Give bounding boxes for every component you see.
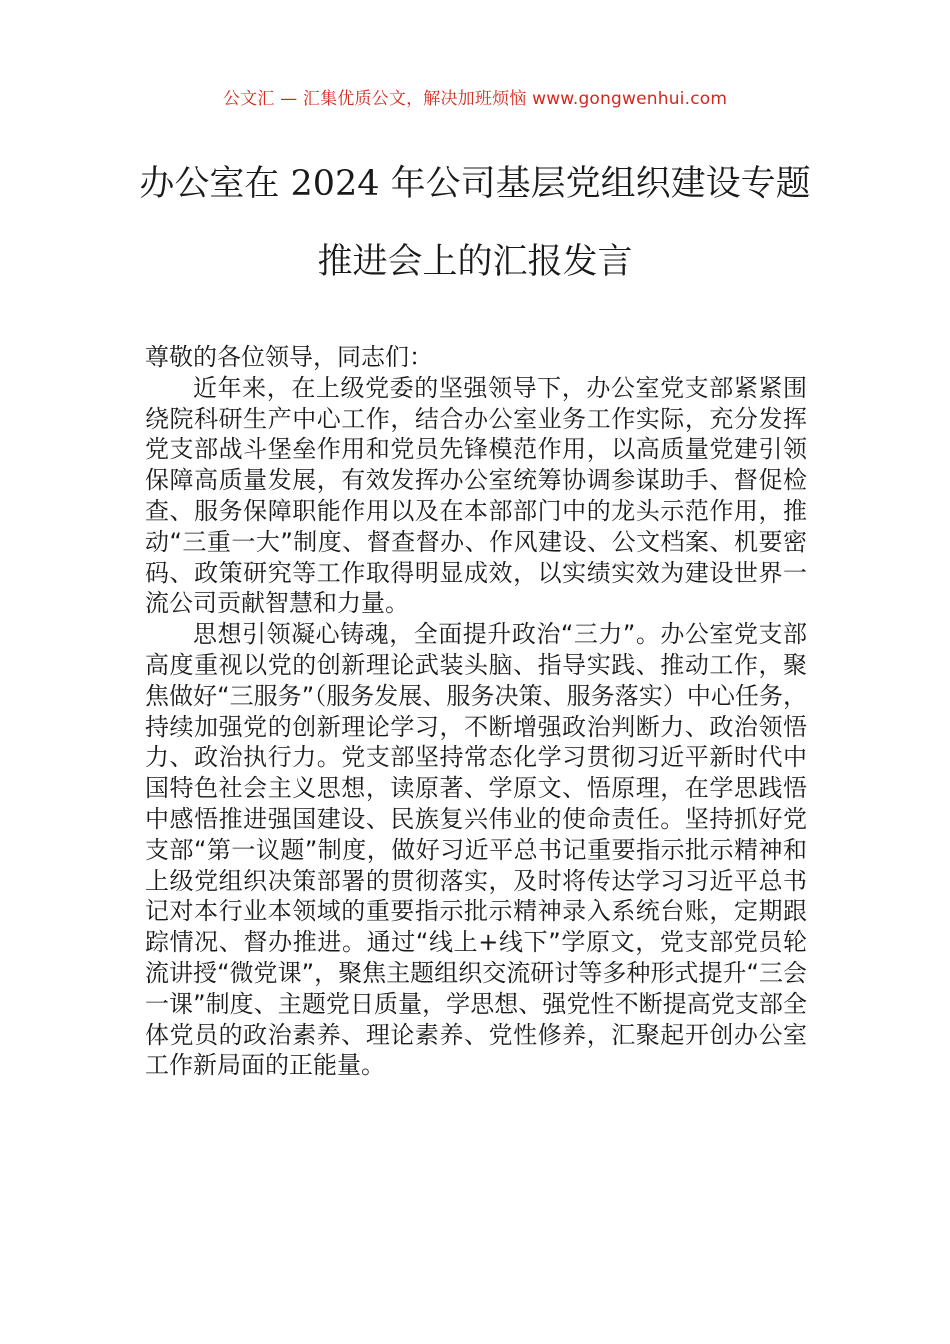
paragraph-ideology: 思想引领凝心铸魂，全面提升政治“三力”。办公室党支部高度重视以党的创新理论武装头脑、指导实践、推动工作，聚焦做好“三服务”（服务发展、服务决策、服务落实）中心任务，持续加强党的创新理论学习，不断增强政治判断力、政治领悟力、政治执行力。党支部坚持常态化学习贯彻习近平新时代中国特色社会主义思想，读原著、学原文、悟原理，在学思践悟中感悟推进强国建设、民族复兴伟业的使命责任。坚持抓好党支部“第一议题”制度，做好习近平总书记重要指示批示精神和上级党组织决策部署的贯彻落实，及时将传达学习习近平总书记对本行业本领域的重要指示批示精神录入系统台账，定期跟踪情况、督办推进。通过“线上+线下”学原文，党支部党员轮流讲授“微党课”，聚焦主题组织交流研讨等多种形式提升“三会一课”制度、主题党日质量，学思想、强党性不断提高党支部全体党员的政治素养、理论素养、党性修养，汇聚起开创办公室工作新局面的正能量。 xyxy=(145,620,807,1080)
document-body xyxy=(145,342,807,1081)
title-line-1: 办公室在 2024 年公司基层党组织建设专题 xyxy=(139,164,811,204)
salutation: 尊敬的各位领导，同志们： xyxy=(145,343,433,371)
site-header-link[interactable]: 公文汇 — 汇集优质公文，解决加班烦恼 www.gongwenhui.com xyxy=(222,89,728,109)
title-line-2: 推进会上的汇报发言 xyxy=(317,242,633,282)
paragraph-intro: 近年来，在上级党委的坚强领导下，办公室党支部紧紧围绕院科研生产中心工作，结合办公室业务工作实际，充分发挥党支部战斗堡垒作用和党员先锋模范作用，以高质量党建引领保障高质量发展，有效发挥办公室统筹协调参谋助手、督促检查、服务保障职能作用以及在本部部门中的龙头示范作用，推动“三重一大”制度、督查督办、作风建设、公文档案、机要密码、政策研究等工作取得明显成效，以实绩实效为建设世界一流公司贡献智慧和力量。 xyxy=(145,373,807,618)
document-title xyxy=(0,158,950,314)
